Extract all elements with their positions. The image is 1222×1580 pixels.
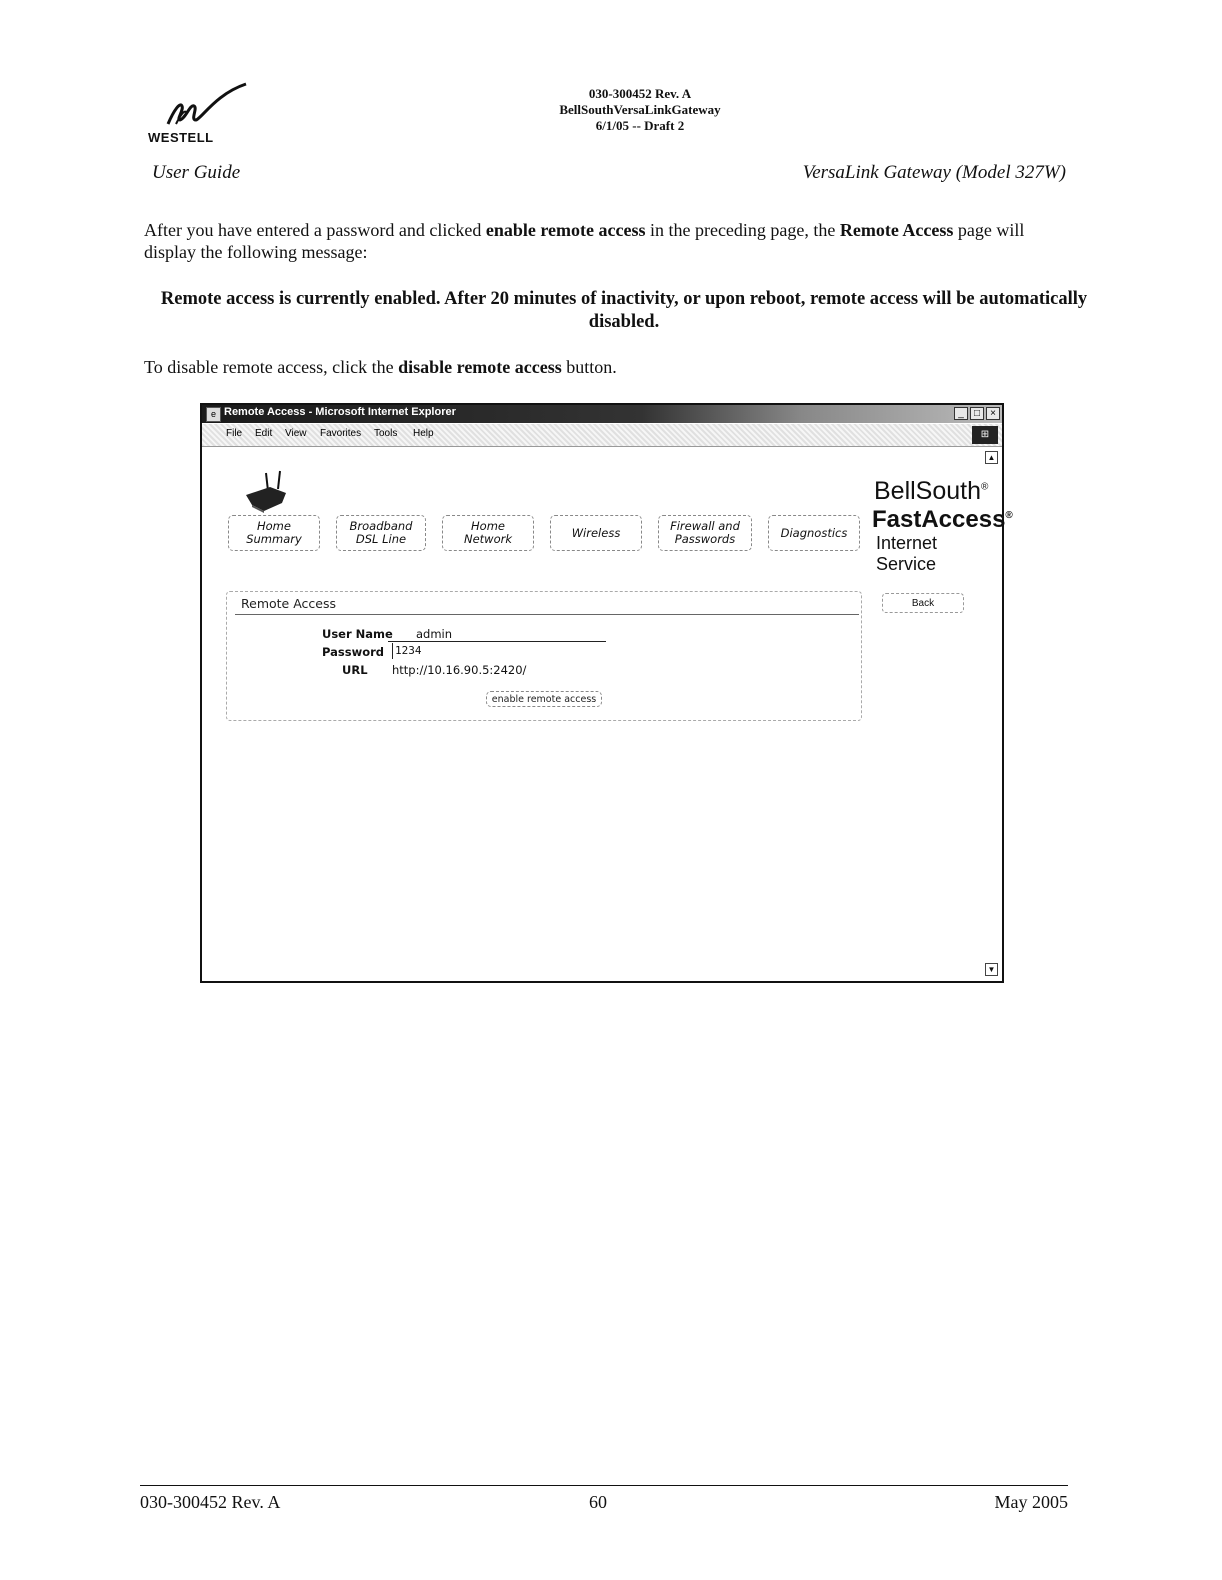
intro-paragraph [144, 219, 1074, 263]
menu-tools[interactable]: Tools [374, 428, 398, 439]
nav-diagnostics[interactable] [768, 515, 860, 551]
nav-label: Broadband DSL Line [349, 519, 413, 546]
menu-view[interactable]: View [285, 428, 307, 439]
brand-line2: FastAccess [872, 506, 1006, 533]
nav-label: Wireless [571, 525, 621, 540]
remote-access-message: Remote access is currently enabled. After 20 minutes of inactivity, or upon reboot, remote access will be automatically disabled. [160, 289, 1088, 332]
menu-edit[interactable]: Edit [255, 428, 273, 439]
registered-mark: ® [1005, 510, 1013, 521]
nav-label: Firewall and Passwords [670, 519, 740, 546]
password-label: Password [322, 645, 384, 659]
text: After you have entered a password and clicked [144, 220, 486, 240]
nav-label: Home Summary [246, 519, 302, 546]
user-name-underline [388, 641, 606, 642]
footer-divider [140, 1485, 1068, 1486]
divider [235, 614, 859, 615]
windows-logo-icon: ⊞ [972, 426, 998, 444]
nav-home-summary[interactable] [228, 515, 320, 551]
brand-internet-service: Internet Service [876, 533, 938, 574]
footer-date: May 2005 [994, 1492, 1068, 1512]
text: page will display the following message: [144, 220, 1025, 262]
doc-number: 030-300452 Rev. A [588, 86, 692, 101]
ie-icon: e [206, 407, 221, 422]
nav-wireless[interactable] [550, 515, 642, 551]
nav-firewall-and-passwords[interactable] [658, 515, 752, 551]
back-button[interactable]: Back [882, 593, 964, 613]
footer-page-number: 60 [589, 1492, 607, 1512]
user-name-label: User Name [322, 627, 393, 641]
panel-title: Remote Access [241, 596, 336, 611]
url-label: URL [342, 663, 368, 677]
browser-window-screenshot [200, 403, 1013, 983]
enable-remote-access-button[interactable]: enable remote access [486, 691, 602, 707]
menu-help[interactable]: Help [413, 428, 434, 439]
close-icon[interactable]: × [986, 407, 1000, 420]
title-bar [202, 405, 1002, 423]
minimize-icon[interactable]: _ [954, 407, 968, 420]
bold-disable-remote-access: disable remote access [398, 357, 562, 377]
nav-label: Diagnostics [780, 525, 848, 540]
nav-broadband-dsl-line[interactable] [336, 515, 426, 551]
scroll-down-icon[interactable]: ▼ [985, 963, 998, 976]
bold-enable-remote-access: enable remote access [485, 220, 646, 240]
brand-bellsouth [874, 477, 988, 506]
scroll-up-icon[interactable]: ▲ [985, 451, 998, 464]
document-metadata [490, 86, 790, 134]
url-value: http://10.16.90.5:2420/ [392, 663, 527, 677]
menu-file[interactable]: File [226, 428, 243, 439]
window-title: Remote Access - Microsoft Internet Explorer [224, 406, 456, 418]
password-input[interactable]: 1234 [392, 643, 434, 659]
nav-home-network[interactable] [442, 515, 534, 551]
modem-icon [242, 469, 292, 515]
text: button. [561, 357, 617, 377]
guide-title-left: User Guide [152, 162, 241, 183]
nav-label: Home Network [463, 519, 513, 546]
text: To disable remote access, click the [144, 357, 399, 377]
guide-title-right: VersaLink Gateway (Model 327W) [802, 162, 1066, 183]
maximize-icon[interactable]: □ [970, 407, 984, 420]
bold-remote-access: Remote Access [839, 220, 954, 240]
doc-product: BellSouthVersaLinkGateway [559, 102, 721, 117]
brand-fastaccess [872, 506, 1013, 534]
registered-mark: ® [981, 481, 989, 493]
text: in the preceding page, the [645, 220, 840, 240]
doc-date: 6/1/05 -- Draft 2 [595, 118, 685, 133]
westell-logo-text: WESTELL [148, 130, 214, 145]
menu-favorites[interactable]: Favorites [320, 428, 362, 439]
user-name-value: admin [416, 627, 453, 641]
disable-instruction [144, 356, 617, 378]
brand-line1: BellSouth [874, 477, 982, 505]
menu-bar [202, 424, 1002, 447]
footer-doc-number: 030-300452 Rev. A [140, 1492, 281, 1512]
